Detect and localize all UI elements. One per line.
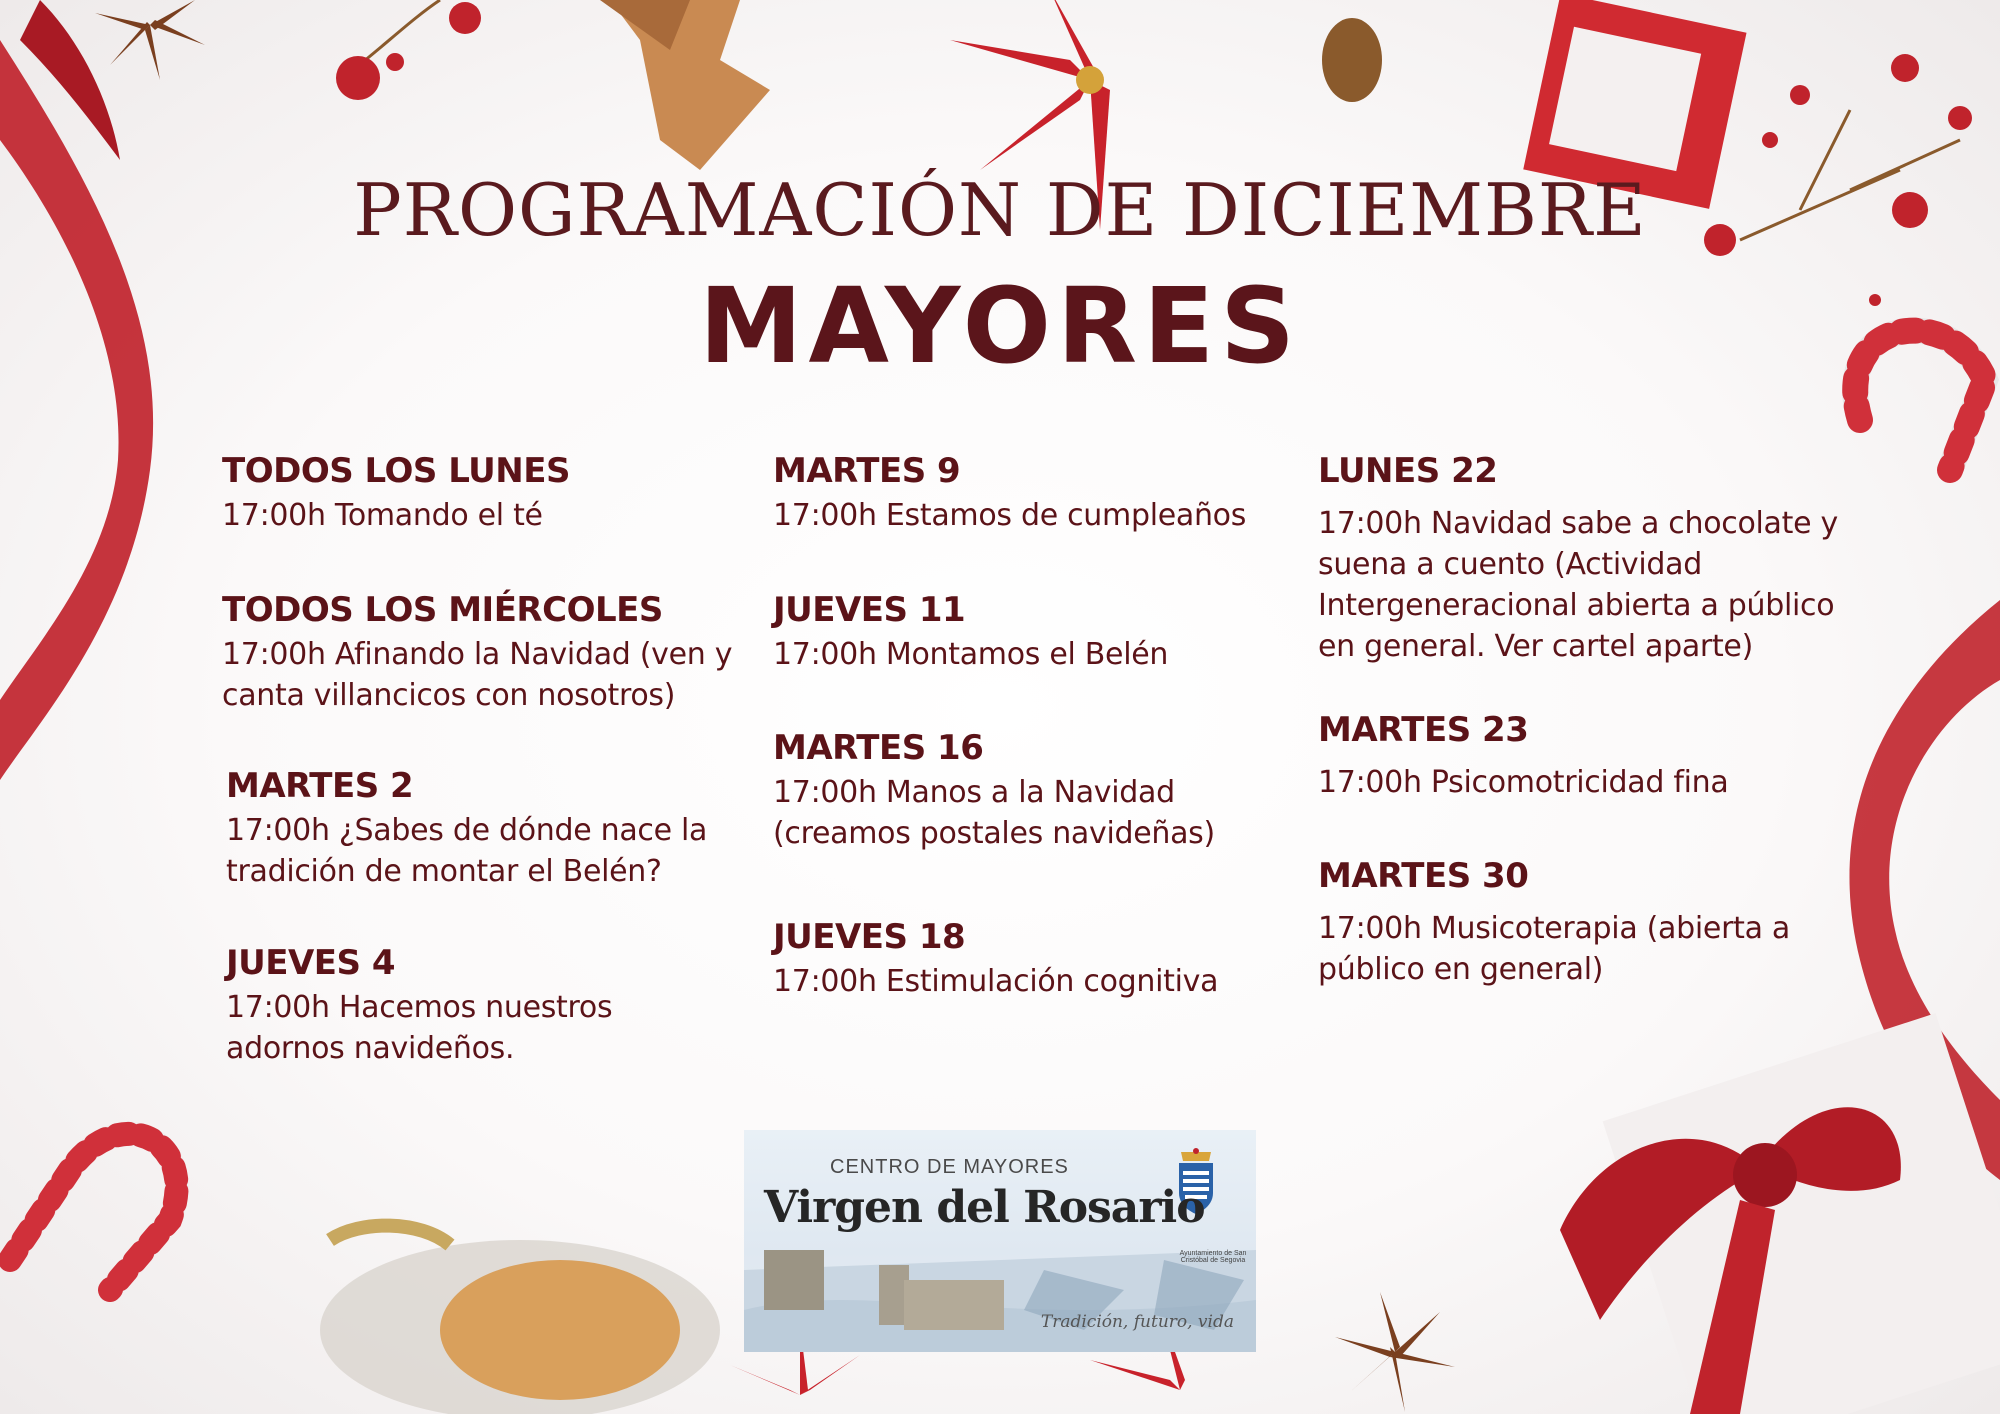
candy-cane-icon (10, 1134, 177, 1290)
schedule-entry (773, 591, 1293, 675)
gift-box-icon (1560, 1013, 2000, 1414)
schedule-entry (226, 944, 696, 1069)
entry-activity: 17:00h Psicomotricidad fina (1318, 765, 1729, 801)
schedule-entry (1318, 857, 1818, 990)
entry-activity: 17:00h Musicoterapia (abierta a público en general) (1318, 911, 1790, 988)
star-anise-icon (1335, 1292, 1455, 1412)
logo-line1: CENTRO DE MAYORES (830, 1156, 1069, 1178)
schedule-entry (773, 729, 1273, 854)
entry-activity: 17:00h ¿Sabes de dónde nace la tradición de montar el Belén? (226, 813, 708, 890)
page-subtitle: MAYORES (698, 265, 1302, 387)
entry-activity: 17:00h Manos a la Navidad (creamos postales navideñas) (773, 775, 1215, 852)
entry-day: MARTES 2 (226, 766, 414, 806)
pine-cone-icon (1322, 18, 1382, 102)
logo-tagline: Tradición, futuro, vida (1040, 1312, 1234, 1332)
entry-day: TODOS LOS LUNES (222, 451, 570, 491)
entry-day: LUNES 22 (1318, 451, 1498, 491)
berry-branch-icon (336, 0, 481, 100)
entry-day: MARTES 23 (1318, 710, 1529, 750)
entry-day: JUEVES 18 (773, 917, 966, 957)
entry-day: MARTES 16 (773, 728, 984, 768)
cookie-jar-icon (320, 1226, 720, 1414)
schedule-entry (773, 918, 1293, 1002)
logo-council: Ayuntamiento de San Cristóbal de Segovia (1179, 1250, 1247, 1264)
schedule-entry (1318, 452, 1878, 667)
centre-logo (744, 1130, 1256, 1352)
schedule-entry (222, 591, 752, 716)
entry-activity: 17:00h Estimulación cognitiva (773, 964, 1219, 1000)
schedule-entry (222, 452, 742, 536)
entry-activity: 17:00h Navidad sabe a chocolate y suena a cuento (Actividad Intergeneracional abierta a público en general. Ver cartel aparte) (1318, 506, 1838, 665)
entry-day: TODOS LOS MIÉRCOLES (222, 590, 663, 630)
entry-activity: 17:00h Afinando la Navidad (ven y canta villancicos con nosotros) (222, 637, 733, 714)
schedule-entry (1318, 711, 1838, 803)
page-title: PROGRAMACIÓN DE DICIEMBRE (353, 168, 1647, 252)
entry-activity: 17:00h Estamos de cumpleaños (773, 498, 1247, 534)
schedule-entry (226, 767, 746, 892)
star-anise-icon (95, 0, 205, 80)
entry-day: JUEVES 4 (226, 943, 396, 983)
schedule-entry (773, 452, 1293, 536)
logo-name: Virgen del Rosario (764, 1182, 1205, 1233)
entry-day: MARTES 30 (1318, 856, 1529, 896)
entry-activity: 17:00h Montamos el Belén (773, 637, 1169, 673)
cookie-icon (600, 0, 770, 170)
entry-activity: 17:00h Hacemos nuestros adornos navideños. (226, 990, 613, 1067)
entry-day: JUEVES 11 (773, 590, 966, 630)
entry-day: MARTES 9 (773, 451, 961, 491)
entry-activity: 17:00h Tomando el té (222, 498, 543, 534)
ribbon-icon (0, 0, 153, 780)
